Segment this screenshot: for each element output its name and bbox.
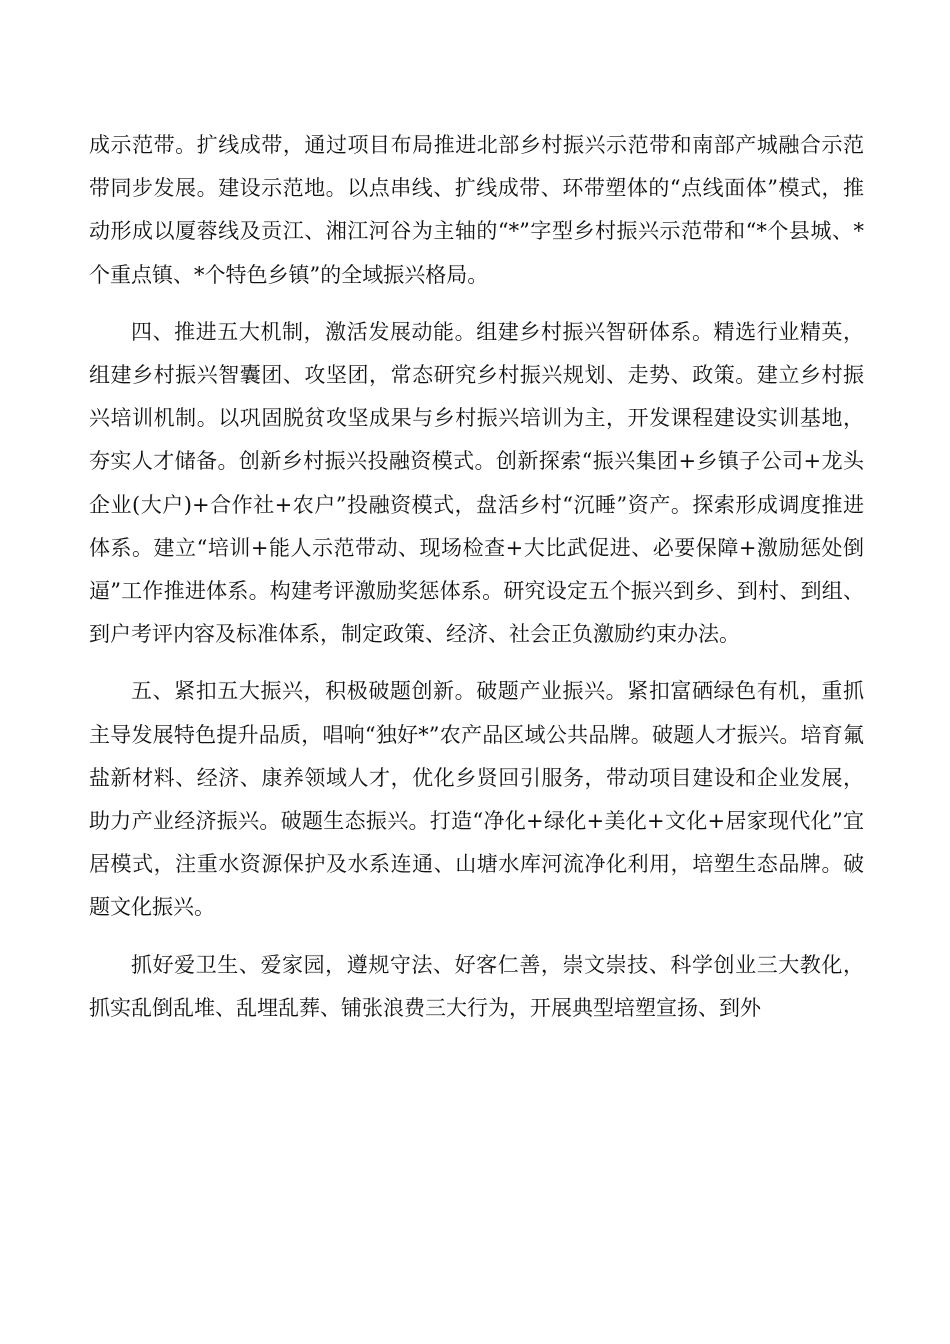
paragraph-2: 四、推进五大机制，激活发展动能。组建乡村振兴智研体系。精选行业精英，组建乡村振兴智囊团、攻坚团，常态研究乡村振兴规划、走势、政策。建立乡村振兴培训机制。以巩固脱贫攻坚成果与乡村振兴培训为主，开发课程建设实训基地，夯实人才储备。创新乡村振兴投融资模式。创新探索“振兴集团+乡镇子公司+龙头企业(大户)+合作社+农户”投融资模式，盘活乡村“沉睡”资产。探索形成调度推进体系。建立“培训+能人示范带动、现场检查+大比武促进、必要保障+激励惩处倒逼”工作推进体系。构建考评激励奖惩体系。研究设定五个振兴到乡、到村、到组、到户考评内容及标准体系，制定政策、经济、社会正负激励约束办法。 (89, 319, 864, 647)
paragraph-1: 成示范带。扩线成带，通过项目布局推进北部乡村振兴示范带和南部产城融合示范带同步发展。建设示范地。以点串线、扩线成带、环带塑体的“点线面体”模式，推动形成以厦蓉线及贡江、湘江河谷为主轴的“*”字型乡村振兴示范带和“*个县城、*个重点镇、*个特色乡镇”的全域振兴格局。 (89, 133, 864, 287)
paragraph-4: 抓好爱卫生、爱家园，遵规守法、好客仁善，崇文崇技、科学创业三大教化，抓实乱倒乱堆、乱埋乱葬、铺张浪费三大行为，开展典型培塑宣扬、到外 (89, 952, 864, 1020)
paragraph-3: 五、紧扣五大振兴，积极破题创新。破题产业振兴。紧扣富硒绿色有机，重抓主导发展特色提升品质，唱响“独好*”农产品区域公共品牌。破题人才振兴。培育氟盐新材料、经济、康养领域人才，优化乡贤回引服务，带动项目建设和企业发展，助力产业经济振兴。破题生态振兴。打造“净化+绿化+美化+文化+居家现代化”宜居模式，注重水资源保护及水系连通、山塘水库河流净化利用，培塑生态品牌。破题文化振兴。 (89, 679, 864, 920)
document-body (89, 124, 864, 1030)
